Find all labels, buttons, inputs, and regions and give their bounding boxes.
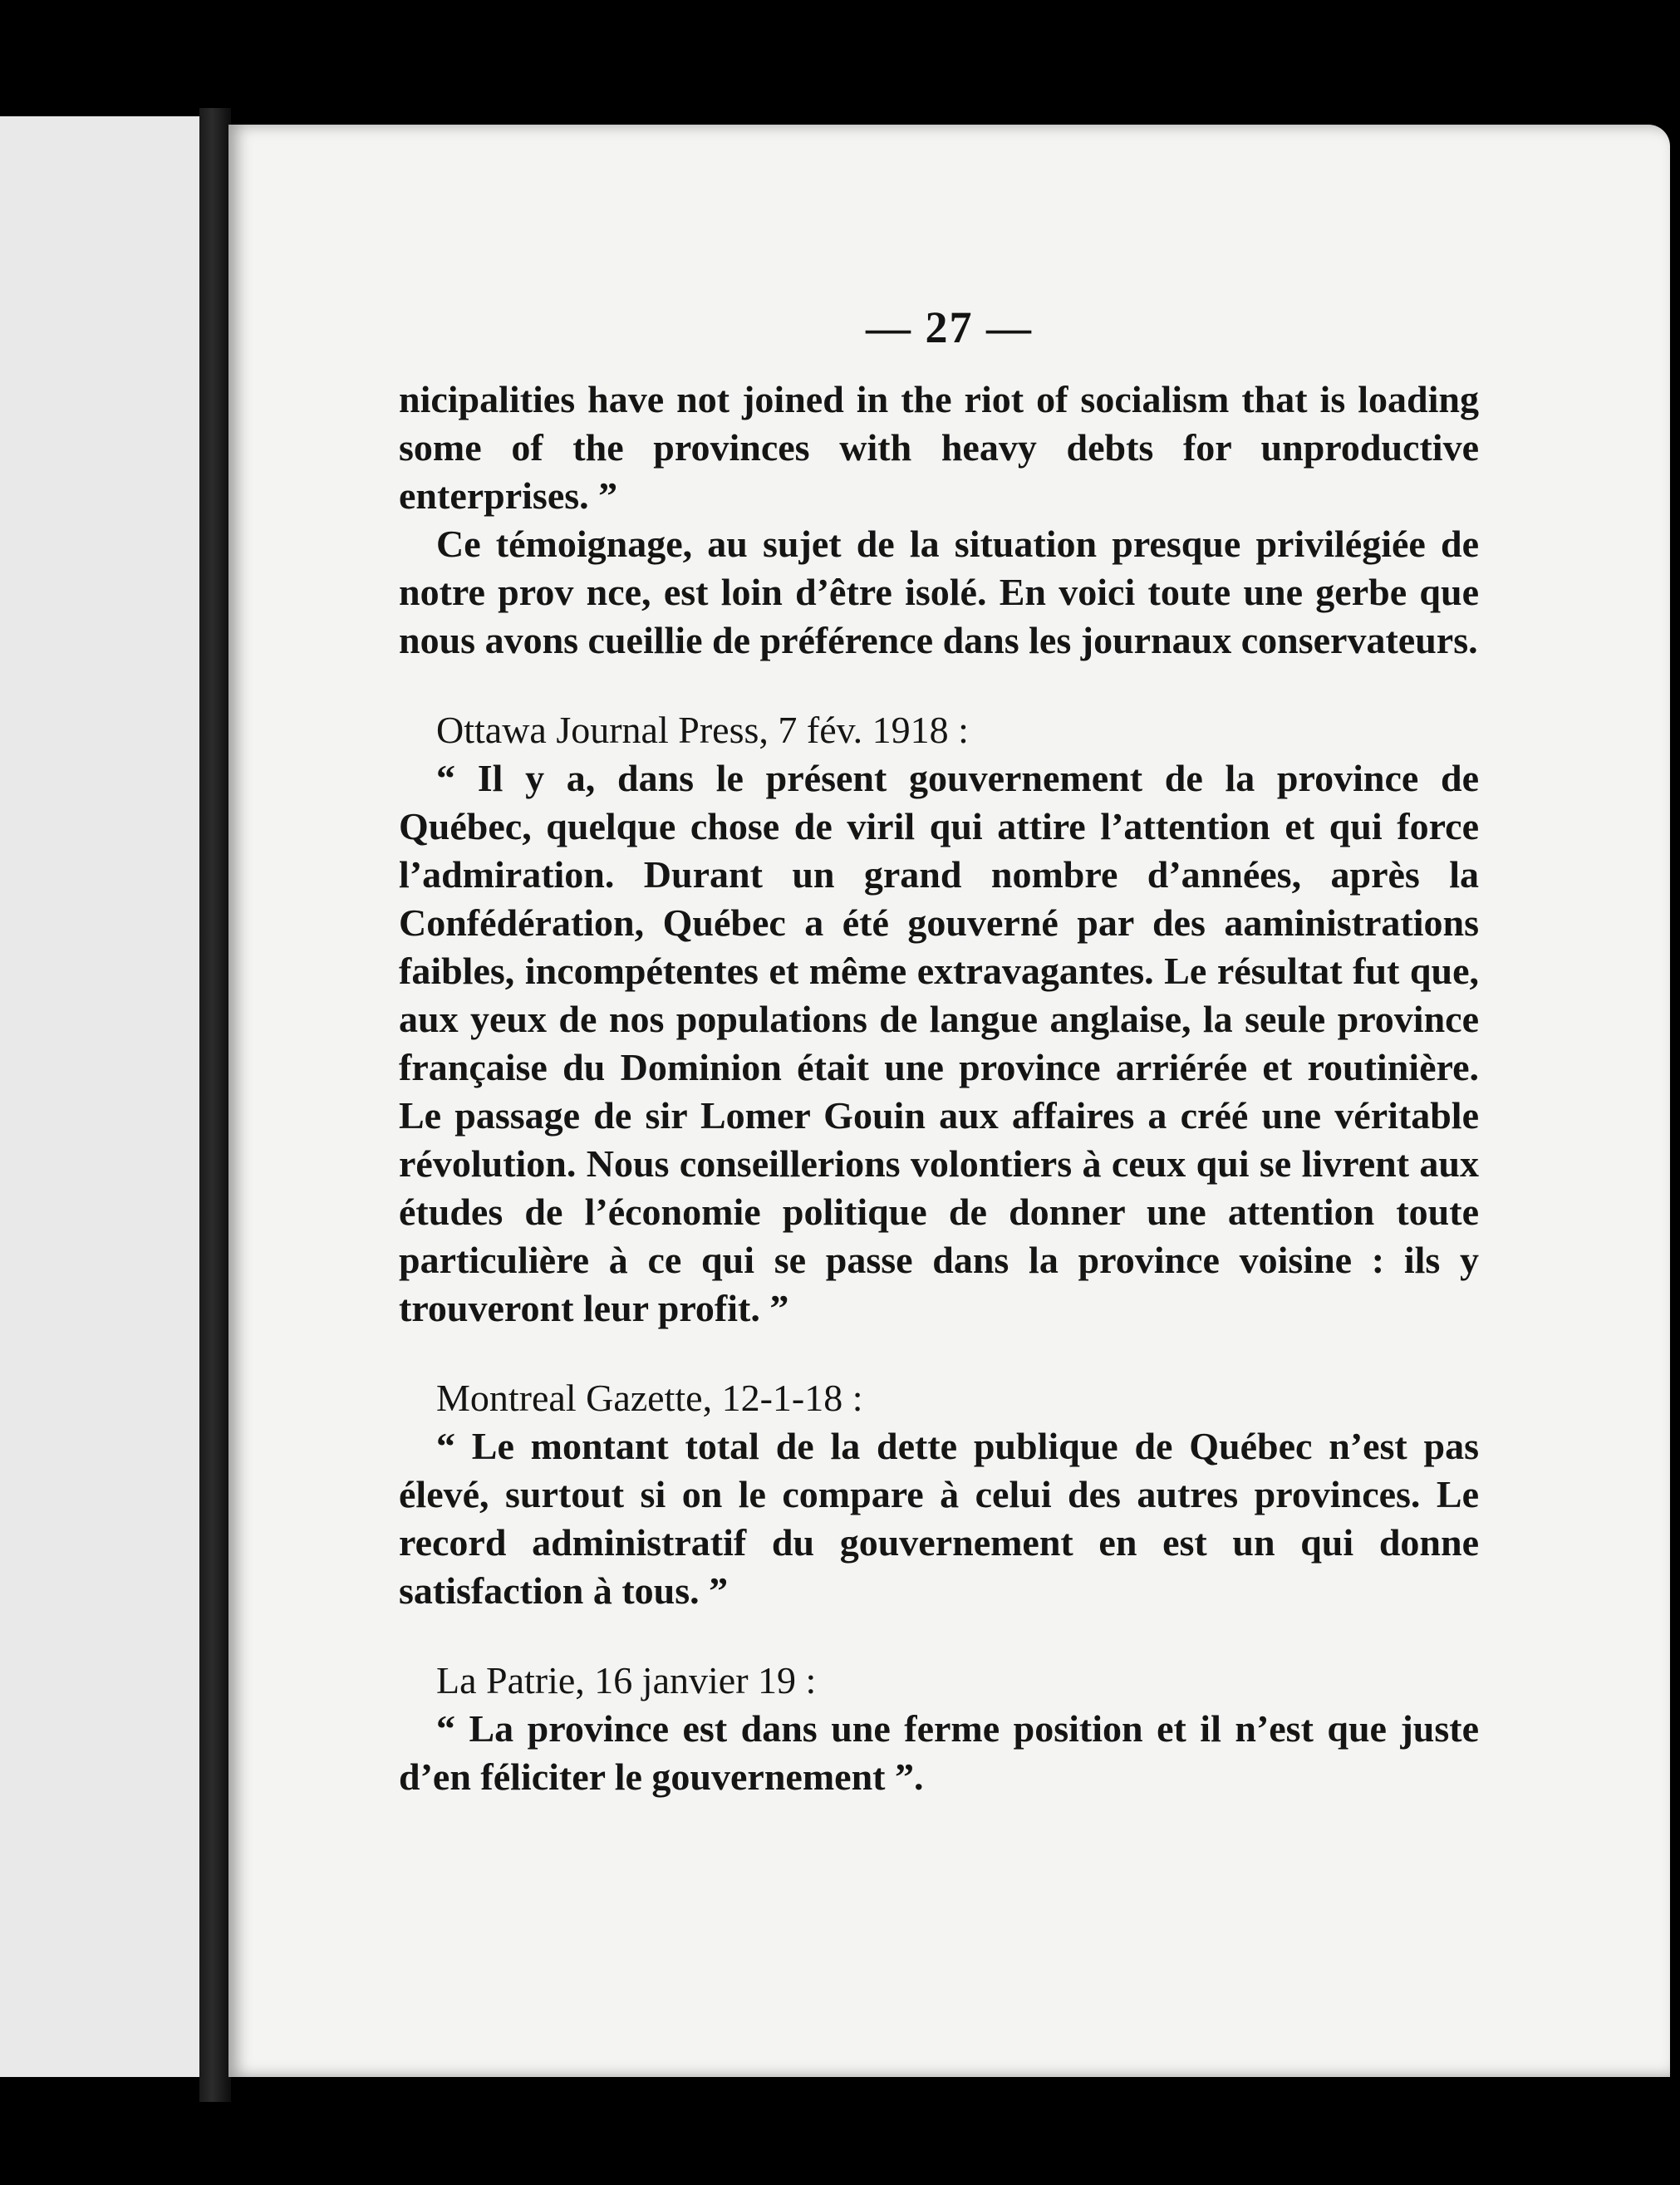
page-text bbox=[399, 376, 1479, 1801]
quote-text-patrie: “ La province est dans une ferme position et il n’est que juste d’en féliciter le gouvernement ”. bbox=[399, 1707, 1479, 1798]
quote-text-ottawa: “ Il y a, dans le présent gouvernement de la province de Québec, quelque chose de viril qui attire l’attention et qui force l’admiration. Durant un grand nombre d’années, après la Confédération, Québec a été gouverné par des aaministrations faibles, incompétentes et même extravagantes. Le résultat fut que, aux yeux de nos populations de langue anglaise, la seule province française du Dominion était une province arriérée et routinière. Le passage de sir Lomer Gouin aux affaires a créé une véritable révolution. Nous conseillerions volontiers à ceux qui se livrent aux études de l’économie politique de donner une attention toute particulière à ce qui se passe dans la province voisine : ils y trouveront leur profit. ” bbox=[399, 757, 1479, 1329]
intro-paragraph: Ce témoignage, au sujet de la situation presque privilégiée de notre prov nce, est loin d’être isolé. En voici toute une gerbe que nous avons cueillie de préférence dans les journaux conservateurs. bbox=[399, 523, 1479, 661]
book-gutter bbox=[199, 108, 231, 2102]
quote-text-gazette: “ Le montant total de la dette publique de Québec n’est pas élevé, surtout si on le compare à celui des autres provinces. Le record administratif du gouvernement en est un qui donne satisfaction à tous. ” bbox=[399, 1425, 1479, 1612]
book-page bbox=[228, 125, 1670, 2077]
page-number: — 27 — bbox=[866, 302, 1033, 352]
previous-page-edge bbox=[0, 116, 204, 2077]
quote-source-patrie: La Patrie, 16 janvier 19 : bbox=[436, 1659, 817, 1701]
continued-paragraph: nicipalities have not joined in the riot of socialism that is loading some of the provinces with heavy debts for unproductive enterprises. ” bbox=[399, 378, 1479, 517]
quote-source-gazette: Montreal Gazette, 12-1-18 : bbox=[436, 1377, 863, 1419]
quote-source-ottawa: Ottawa Journal Press, 7 fév. 1918 : bbox=[436, 709, 969, 751]
